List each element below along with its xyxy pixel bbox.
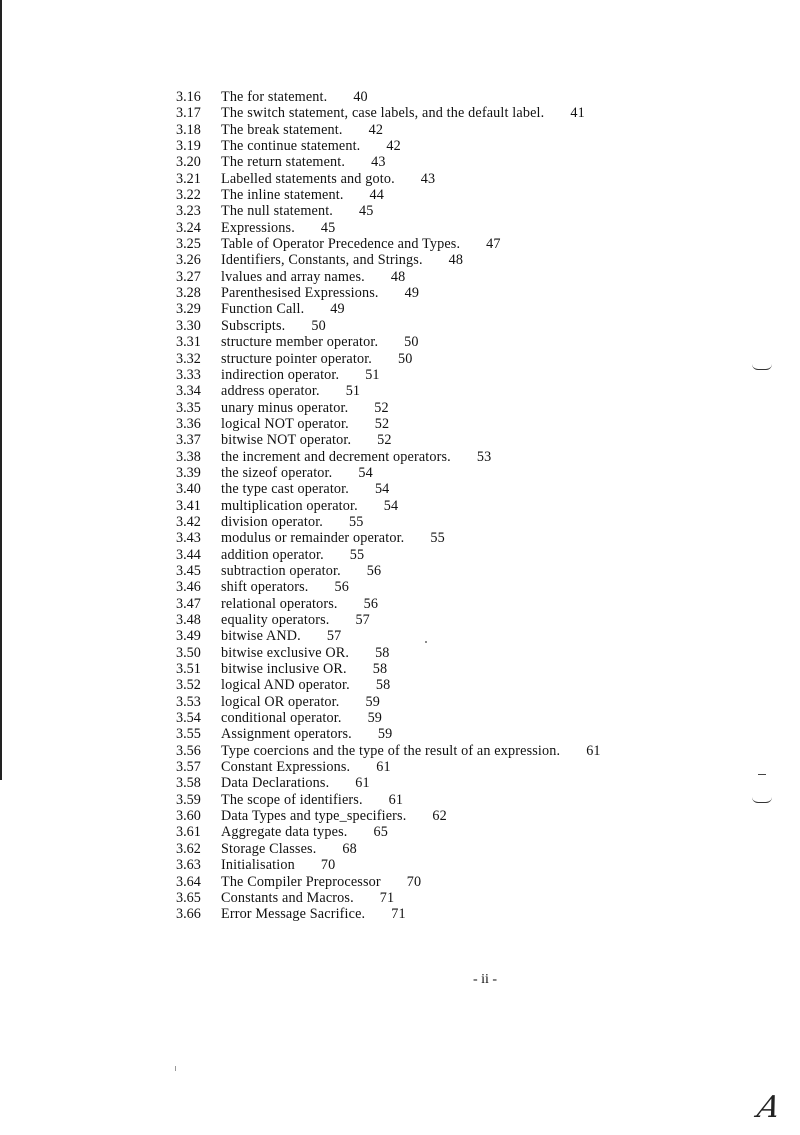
toc-entry-page: 50 (404, 334, 419, 351)
toc-entry-title (221, 726, 392, 742)
toc-entry-page: 61 (376, 759, 391, 776)
toc-entry (176, 612, 736, 628)
toc-entry-number: 3.48 (176, 612, 201, 628)
toc-entry-page: 59 (365, 693, 380, 710)
toc-entry-page: 42 (386, 138, 401, 155)
toc-entry-number: 3.59 (176, 791, 201, 808)
toc-entry (176, 122, 736, 138)
toc-entry-page: 49 (330, 301, 345, 318)
toc-entry-title (221, 252, 463, 268)
toc-entry-number: 3.40 (176, 481, 201, 498)
toc-entry-title (221, 269, 405, 285)
toc-entry-page: 54 (383, 497, 399, 514)
toc-entry-page: 56 (366, 562, 382, 579)
toc-entry-page: 47 (486, 236, 501, 253)
toc-entry-title-text: modulus or remainder operator. (221, 530, 405, 547)
toc-entry (176, 285, 736, 301)
toc-entry-title-text: unary minus operator. (221, 399, 349, 416)
table-of-contents (176, 89, 736, 923)
toc-entry-title (221, 890, 394, 906)
toc-entry-number: 3.50 (176, 644, 201, 661)
toc-entry-number: 3.49 (176, 628, 201, 645)
toc-entry-number: 3.37 (176, 432, 201, 449)
toc-entry-title (221, 759, 391, 775)
toc-entry (176, 906, 736, 922)
toc-entry-title-text: Expressions. (221, 219, 295, 236)
toc-entry-title (221, 187, 384, 203)
toc-entry-number: 3.36 (176, 415, 201, 432)
toc-entry-page: 50 (398, 350, 413, 367)
toc-entry-page: 43 (420, 170, 436, 187)
toc-entry-page: 59 (377, 726, 393, 743)
toc-entry (176, 220, 736, 236)
toc-entry-title-text: addition operator. (221, 546, 324, 563)
toc-entry (176, 857, 736, 873)
toc-entry-title-text: the increment and decrement operators. (221, 448, 451, 465)
toc-entry-number: 3.56 (176, 742, 201, 759)
toc-entry-page: 54 (358, 464, 373, 481)
toc-entry (176, 89, 736, 105)
toc-entry-number: 3.29 (176, 301, 201, 318)
toc-entry-page: 58 (375, 644, 390, 661)
toc-entry-title (221, 874, 421, 890)
toc-entry-title-text: The return statement. (221, 154, 346, 171)
toc-entry-number: 3.65 (176, 889, 201, 906)
toc-entry-title-text: Subscripts. (221, 317, 286, 334)
toc-entry-title-text: multiplication operator. (221, 497, 358, 514)
toc-entry-page: 49 (404, 285, 420, 302)
toc-entry-page: 48 (390, 268, 406, 285)
toc-entry-page: 54 (374, 481, 390, 498)
toc-entry-title (221, 481, 389, 497)
toc-entry-title-text: Data Types and type_specifiers. (221, 808, 407, 825)
toc-entry-page: 58 (375, 677, 391, 694)
toc-entry (176, 874, 736, 890)
toc-entry-title (221, 449, 491, 465)
toc-entry-title-text: address operator. (221, 383, 320, 400)
toc-entry (176, 628, 736, 644)
toc-entry-number: 3.17 (176, 105, 201, 122)
toc-entry-number: 3.26 (176, 252, 201, 269)
toc-entry (176, 154, 736, 170)
toc-entry (176, 498, 736, 514)
toc-entry-number: 3.20 (176, 154, 201, 171)
toc-entry-title-text: the sizeof operator. (221, 464, 333, 481)
toc-entry-number: 3.62 (176, 840, 201, 857)
stray-dot (425, 641, 427, 643)
toc-entry-title-text: bitwise inclusive OR. (221, 661, 347, 678)
toc-entry (176, 645, 736, 661)
toc-entry-title-text: equality operators. (221, 612, 330, 628)
toc-entry-title (221, 351, 413, 367)
toc-entry-title-text: division operator. (221, 513, 323, 530)
toc-entry-page: 58 (372, 661, 388, 678)
toc-entry-number: 3.66 (176, 906, 201, 923)
toc-entry-number: 3.30 (176, 317, 201, 334)
toc-entry-page: 61 (355, 775, 370, 792)
toc-entry-page: 53 (476, 448, 492, 465)
toc-entry-page: 56 (334, 579, 350, 596)
toc-entry (176, 334, 736, 350)
toc-entry-title (221, 154, 386, 170)
toc-entry-page: 52 (374, 415, 390, 432)
toc-entry (176, 318, 736, 334)
toc-entry-number: 3.55 (176, 726, 201, 743)
toc-entry-page: 51 (365, 366, 380, 383)
toc-entry-title (221, 236, 501, 252)
toc-entry-page: 61 (388, 791, 404, 808)
toc-entry-title (221, 563, 381, 579)
toc-entry-number: 3.34 (176, 383, 201, 400)
toc-entry (176, 792, 736, 808)
toc-entry-page: 65 (373, 824, 388, 841)
toc-entry (176, 824, 736, 840)
toc-entry-title (221, 89, 368, 105)
toc-entry-title (221, 301, 345, 317)
toc-entry-page: 68 (342, 840, 357, 857)
toc-entry-title (221, 628, 341, 644)
toc-entry-title (221, 906, 406, 922)
toc-entry-title (221, 105, 585, 121)
toc-entry-title (221, 792, 403, 808)
toc-entry-number: 3.64 (176, 873, 201, 890)
toc-entry (176, 269, 736, 285)
toc-entry (176, 203, 736, 219)
toc-entry-title (221, 530, 445, 546)
toc-entry (176, 236, 736, 252)
toc-entry-title (221, 203, 374, 219)
toc-entry-page: 71 (379, 889, 395, 906)
toc-entry-title (221, 694, 380, 710)
toc-entry-number: 3.44 (176, 546, 201, 563)
pencil-mark (752, 364, 772, 370)
toc-entry-title-text: The break statement. (221, 121, 343, 138)
toc-entry-title (221, 547, 364, 563)
toc-entry-title (221, 514, 364, 530)
toc-entry (176, 890, 736, 906)
toc-entry-number: 3.60 (176, 808, 201, 825)
toc-entry-title-text: subtraction operator. (221, 562, 341, 579)
toc-entry-number: 3.28 (176, 285, 201, 302)
toc-entry-title-text: bitwise AND. (221, 628, 301, 645)
toc-entry-title (221, 841, 357, 857)
toc-entry-title (221, 432, 392, 448)
toc-entry-number: 3.45 (176, 562, 201, 579)
toc-entry (176, 710, 736, 726)
toc-entry-page: 48 (448, 252, 464, 269)
toc-entry-number: 3.39 (176, 464, 201, 481)
toc-entry (176, 187, 736, 203)
toc-entry-number: 3.19 (176, 138, 201, 155)
toc-entry-page: 55 (349, 513, 364, 530)
toc-entry-number: 3.57 (176, 759, 201, 776)
toc-entry-page: 42 (368, 121, 384, 138)
toc-entry-title-text: The switch statement, case labels, and the default label. (221, 105, 545, 122)
toc-entry-title (221, 808, 447, 824)
toc-entry-number: 3.42 (176, 513, 201, 530)
toc-entry-title (221, 138, 401, 154)
toc-entry-number: 3.38 (176, 448, 201, 465)
toc-entry (176, 547, 736, 563)
toc-entry-number: 3.54 (176, 710, 201, 727)
toc-entry (176, 759, 736, 775)
toc-entry-number: 3.18 (176, 121, 201, 138)
toc-entry (176, 252, 736, 268)
toc-entry-title-text: Identifiers, Constants, and Strings. (221, 252, 423, 269)
toc-entry-title (221, 285, 419, 301)
toc-entry-number: 3.25 (176, 236, 201, 253)
toc-entry-title (221, 677, 390, 693)
toc-entry-title-text: structure pointer operator. (221, 350, 372, 367)
toc-entry-title (221, 334, 419, 350)
toc-entry-page: 44 (369, 187, 385, 204)
toc-entry-title (221, 743, 601, 759)
toc-entry-page: 62 (432, 808, 447, 825)
toc-entry (176, 383, 736, 399)
toc-entry-title-text: shift operators. (221, 579, 309, 596)
toc-entry-number: 3.23 (176, 203, 201, 220)
toc-entry (176, 465, 736, 481)
toc-entry-title (221, 383, 360, 399)
toc-entry (176, 351, 736, 367)
toc-entry-number: 3.31 (176, 334, 201, 351)
toc-entry-title (221, 612, 370, 628)
toc-entry-title-text: Constants and Macros. (221, 889, 354, 906)
toc-entry-number: 3.41 (176, 497, 201, 514)
toc-entry-page: 70 (320, 857, 336, 874)
toc-entry-title-text: Storage Classes. (221, 840, 317, 857)
toc-entry-title (221, 122, 383, 138)
toc-entry (176, 105, 736, 121)
toc-entry-page: 61 (586, 742, 601, 759)
stray-tick (175, 1066, 176, 1071)
toc-entry-title-text: Error Message Sacrifice. (221, 906, 366, 923)
toc-entry-page: 59 (367, 710, 383, 727)
toc-entry-title-text: Parenthesised Expressions. (221, 285, 379, 302)
toc-entry-title-text: indirection operator. (221, 366, 340, 383)
toc-entry-number: 3.33 (176, 366, 201, 383)
page-edge-line (0, 0, 2, 780)
toc-entry (176, 171, 736, 187)
toc-entry-number: 3.61 (176, 824, 201, 841)
toc-entry-number: 3.47 (176, 595, 201, 612)
toc-entry-title-text: bitwise exclusive OR. (221, 644, 350, 661)
toc-entry-page: 41 (570, 105, 585, 122)
toc-entry (176, 514, 736, 530)
toc-entry-page: 43 (371, 154, 386, 171)
toc-entry-number: 3.16 (176, 89, 201, 105)
toc-entry-title (221, 171, 435, 187)
toc-entry-page: 45 (359, 203, 374, 220)
toc-entry-title-text: The inline statement. (221, 187, 344, 204)
toc-entry-title (221, 645, 390, 661)
toc-entry (176, 775, 736, 791)
handwritten-mark: A (754, 1090, 784, 1125)
toc-entry-title-text: The null statement. (221, 203, 333, 220)
toc-entry-page: 52 (377, 432, 392, 449)
page-number: - ii - (472, 972, 498, 987)
toc-entry (176, 563, 736, 579)
toc-entry-title-text: logical AND operator. (221, 677, 350, 694)
pencil-mark (752, 797, 772, 803)
toc-entry (176, 416, 736, 432)
toc-entry-title (221, 775, 370, 791)
toc-entry-title-text: conditional operator. (221, 710, 342, 727)
toc-entry-title-text: Labelled statements and goto. (221, 170, 395, 187)
toc-entry-title (221, 579, 349, 595)
toc-entry-title-text: logical OR operator. (221, 693, 340, 710)
toc-entry (176, 301, 736, 317)
toc-entry (176, 694, 736, 710)
toc-entry-page: 70 (406, 873, 422, 890)
toc-entry (176, 579, 736, 595)
toc-entry-number: 3.24 (176, 219, 201, 236)
toc-entry (176, 841, 736, 857)
toc-entry-page: 55 (349, 546, 365, 563)
toc-entry-number: 3.27 (176, 268, 201, 285)
toc-entry (176, 726, 736, 742)
toc-entry (176, 530, 736, 546)
toc-entry-title (221, 857, 335, 873)
toc-entry-title (221, 400, 389, 416)
toc-entry-title-text: Type coercions and the type of the result of an expression. (221, 742, 561, 759)
toc-entry-page: 40 (353, 89, 368, 105)
toc-entry (176, 432, 736, 448)
toc-entry-page: 51 (345, 383, 361, 400)
toc-entry-number: 3.51 (176, 661, 201, 678)
toc-entry-title (221, 596, 378, 612)
toc-entry (176, 481, 736, 497)
toc-entry (176, 743, 736, 759)
toc-entry (176, 138, 736, 154)
toc-entry-number: 3.21 (176, 170, 201, 187)
toc-entry-title (221, 465, 373, 481)
toc-entry-page: 71 (391, 906, 406, 923)
toc-entry-number: 3.35 (176, 399, 201, 416)
toc-entry-number: 3.58 (176, 775, 201, 792)
toc-entry (176, 400, 736, 416)
toc-entry-title (221, 416, 389, 432)
toc-entry-page: 56 (363, 595, 379, 612)
toc-entry-number: 3.46 (176, 579, 201, 596)
toc-entry-page: 57 (355, 612, 370, 628)
toc-entry-title (221, 318, 326, 334)
toc-entry (176, 661, 736, 677)
toc-entry-title-text: Initialisation (221, 857, 295, 874)
toc-entry-title (221, 710, 382, 726)
pencil-dash (758, 774, 766, 775)
toc-entry-title-text: lvalues and array names. (221, 268, 365, 285)
toc-entry-title-text: The continue statement. (221, 138, 361, 155)
toc-entry-title-text: bitwise NOT operator. (221, 432, 352, 449)
toc-entry-page: 50 (311, 317, 326, 334)
toc-entry-title (221, 498, 398, 514)
toc-entry-title-text: The scope of identifiers. (221, 791, 363, 808)
toc-entry-title (221, 367, 380, 383)
toc-entry-title-text: The Compiler Preprocessor (221, 873, 381, 890)
toc-entry-page: 57 (326, 628, 342, 645)
toc-entry-title-text: the type cast operator. (221, 481, 349, 498)
toc-entry-number: 3.32 (176, 350, 201, 367)
toc-entry (176, 596, 736, 612)
toc-entry-page: 55 (430, 530, 445, 547)
toc-entry (176, 449, 736, 465)
toc-entry-number: 3.43 (176, 530, 201, 547)
toc-entry-title (221, 220, 335, 236)
toc-entry (176, 367, 736, 383)
toc-entry-title-text: relational operators. (221, 595, 338, 612)
toc-entry-number: 3.53 (176, 693, 201, 710)
toc-entry-title-text: The for statement. (221, 89, 328, 105)
toc-entry-number: 3.22 (176, 187, 201, 204)
toc-entry (176, 808, 736, 824)
toc-entry-title-text: structure member operator. (221, 334, 379, 351)
toc-entry-page: 45 (320, 219, 336, 236)
toc-entry-number: 3.63 (176, 857, 201, 874)
toc-entry-title-text: Data Declarations. (221, 775, 330, 792)
toc-entry-page: 52 (374, 399, 389, 416)
toc-entry-number: 3.52 (176, 677, 201, 694)
toc-entry (176, 677, 736, 693)
toc-entry-title (221, 824, 388, 840)
toc-entry-title-text: logical NOT operator. (221, 415, 349, 432)
toc-entry-title-text: Table of Operator Precedence and Types. (221, 236, 461, 253)
toc-entry-title (221, 661, 387, 677)
toc-entry-title-text: Assignment operators. (221, 726, 352, 743)
toc-entry-title-text: Constant Expressions. (221, 759, 351, 776)
toc-entry-title-text: Aggregate data types. (221, 824, 348, 841)
toc-entry-title-text: Function Call. (221, 301, 305, 318)
